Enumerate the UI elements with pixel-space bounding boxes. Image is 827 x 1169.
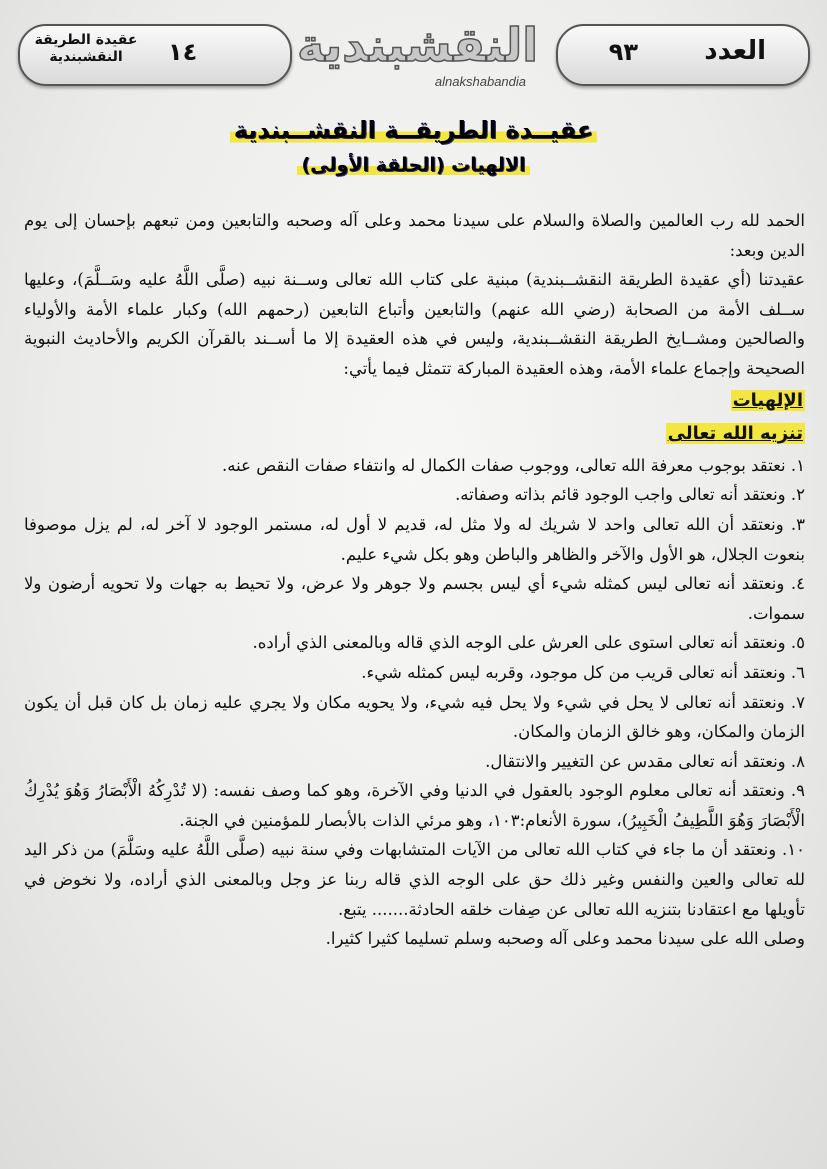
section-heading-text: الإلهيات bbox=[732, 389, 803, 411]
article-body bbox=[24, 206, 805, 954]
article-title-text: عقيــدة الطريقــة النقشــبندية bbox=[230, 116, 598, 144]
belief-item: ٥. ونعتقد أنه تعالى استوى على العرش على الوجه الذي قاله وبالمعنى الذي أراده. bbox=[252, 633, 805, 653]
belief-item: ٢. ونعتقد أنه تعالى واجب الوجود قائم بذاته وصفاته. bbox=[455, 485, 805, 505]
header-scroll-right bbox=[556, 24, 810, 86]
belief-item: ٦. ونعتقد أنه تعالى قريب من كل موجود، وقربه ليس كمثله شيء. bbox=[361, 662, 805, 682]
belief-item: ٨. ونعتقد أنه تعالى مقدس عن التغيير والانتقال. bbox=[485, 751, 805, 771]
intro-paragraph: الحمد لله رب العالمين والصلاة والسلام على سيدنا محمد وعلى آله وصحبه والتابعين ومن تبعهم بإحسان إلى يوم الدين وبعد: bbox=[24, 211, 805, 260]
belief-item: ٤. ونعتقد أنه تعالى ليس كمثله شيء أي ليس بجسم ولا جوهر ولا عرض، ولا تحيط به جهات ولا تحويه أرضون ولا سموات. bbox=[24, 574, 805, 623]
issue-label: العدد bbox=[704, 36, 766, 66]
page-header bbox=[18, 14, 810, 92]
logo-latin: alnakshabandia bbox=[434, 74, 526, 89]
series-title: عقيدة الطريقة النقشبندية bbox=[34, 32, 138, 65]
belief-item: ١. نعتقد بوجوب معرفة الله تعالى، ووجوب صفات الكمال له وانتفاء صفات النقص عنه. bbox=[222, 455, 805, 475]
belief-item: ٩. ونعتقد أنه تعالى معلوم الوجود بالعقول في الدنيا وفي الآخرة، وهو كما وصف نفسه: (لا تُدْرِكُهُ الْأَبْصَارُ وَهُوَ يُدْرِكُ الْأَبْصَارَ وَهُوَ اللَّطِيفُ الْخَبِيرُ)، سورة الأنعام:١٠٣، وهو مرئي الذات بالأبصار للمؤمنين في الجنة. bbox=[24, 781, 805, 830]
logo-arabic: النقشبندية bbox=[296, 18, 538, 72]
article-subtitle bbox=[0, 154, 827, 176]
magazine-logo bbox=[298, 16, 538, 92]
section-heading bbox=[731, 386, 805, 416]
article-title bbox=[0, 116, 827, 144]
subsection-heading bbox=[666, 419, 805, 449]
belief-item: ٣. ونعتقد أن الله تعالى واحد لا شريك له ولا مثل له، قديم لا أول له، مستمر الوجود لا آخر له، لم يزل موصوفا بنعوت الجلال، هو الأول والآخر والظاهر والباطن وهو بكل شيء عليم. bbox=[24, 514, 805, 564]
subsection-heading-text: تنزيه الله تعالى bbox=[667, 423, 803, 445]
closing-line: وصلى الله على سيدنا محمد وعلى آله وصحبه وسلم تسليما كثيرا كثيرا. bbox=[325, 929, 805, 949]
series-number: ١٤ bbox=[168, 38, 198, 66]
belief-item: ١٠. ونعتقد أن ما جاء في كتاب الله تعالى من الآيات المتشابهات وفي سنة نبيه (صلَّى اللَّهُ عليه وسَلَّمَ) من ذكر اليد لله تعالى والعين والنفس وغير ذلك حق على الوجه الذي قاله ربنا عز وجل وبالمعنى الذي أراده، ولا نخوض في تأويلها مع اعتقادنا بتنزيه الله تعالى عن صِفات خلقه الحادثة....... يتبع. bbox=[24, 840, 805, 919]
belief-item: ٧. ونعتقد أنه تعالى لا يحل في شيء ولا يحل فيه شيء، ولا يحويه مكان ولا يجري عليه زمان بل كان قبل أن يكون الزمان والمكان، وهو خالق الزمان والمكان. bbox=[24, 692, 805, 742]
article-subtitle-text: الالهيات (الحلقة الأولى) bbox=[297, 154, 529, 176]
intro-paragraph: عقيدتنا (أي عقيدة الطريقة النقشــبندية) مبنية على كتاب الله تعالى وســنة نبيه (صلَّى اللَّهُ عليه وسَــلَّمَ)، وعليها ســلف الأمة من الصحابة (رضي الله عنهم) والتابعين وأتباع التابعين (رحمهم الله) وكبار علماء الأمة والأولياء والصالحين ومشــايخ الطريقة النقشــبندية، وليس في هذه العقيدة إلا ما أســند بالقرآن الكريم والأحاديث النبوية الصحيحة وإجماع علماء الأمة، وهذه العقيدة المباركة تتمثل فيما يأتي: bbox=[24, 270, 805, 378]
issue-number: ٩٣ bbox=[608, 38, 638, 66]
